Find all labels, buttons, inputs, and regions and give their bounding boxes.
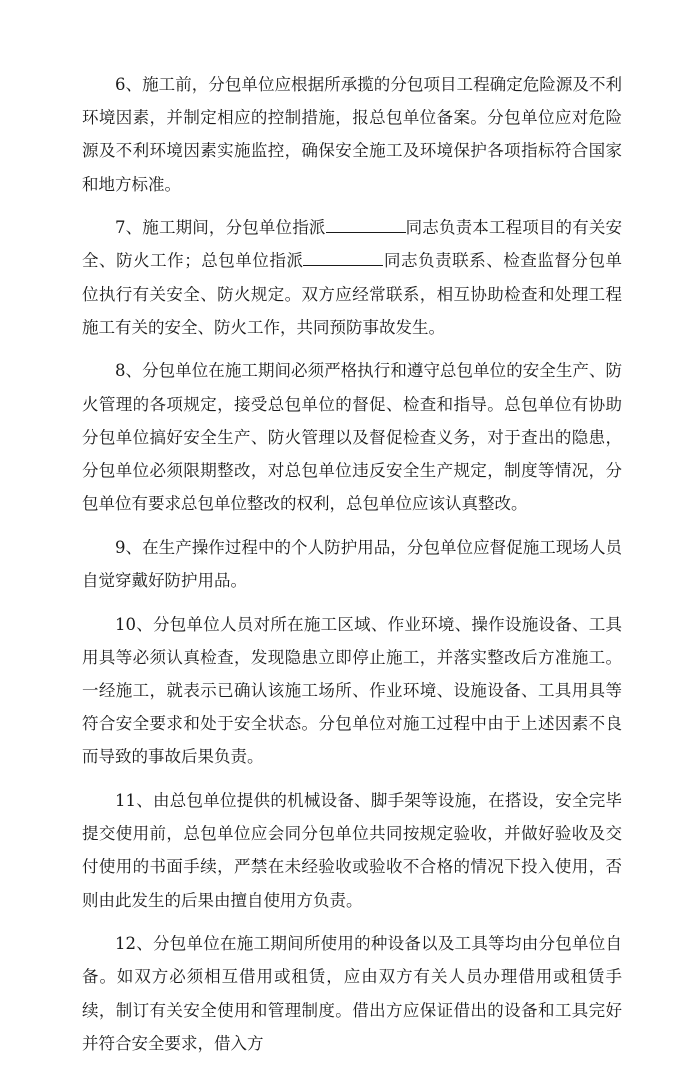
- paragraph-7-part-2: 同志负责本工程项目的有关安全、防火工作；总包单位指派: [82, 218, 623, 271]
- fill-in-blank-subcontractor: [326, 216, 406, 233]
- document-body: [82, 68, 622, 1070]
- fill-in-blank-general-contractor: [303, 249, 383, 266]
- paragraph-7-part-1: 7、施工期间，分包单位指派: [115, 218, 326, 238]
- paragraph-6: 6、施工前，分包单位应根据所承揽的分包项目工程确定危险源及不利环境因素，并制定相应的控制措施，报总包单位备案。分包单位应对危险源及不利环境因素实施监控，确保安全施工及环境保护各项指标符合国家和地方标准。: [82, 75, 622, 194]
- paragraph-9: 9、在生产操作过程中的个人防护用品，分包单位应督促施工现场人员自觉穿戴好防护用品。: [82, 537, 622, 591]
- paragraph-8: 8、分包单位在施工期间必须严格执行和遵守总包单位的安全生产、防火管理的各项规定，接受总包单位的督促、检查和指导。总包单位有协助分包单位搞好安全生产、防火管理以及督促检查义务，对于查出的隐患，分包单位必须限期整改，对总包单位违反安全生产规定，制度等情况，分包单位有要求总包单位整改的权利，总包单位应该认真整改。: [82, 361, 622, 514]
- paragraph-11: 11、由总包单位提供的机械设备、脚手架等设施，在搭设，安全完毕提交使用前，总包单位应会同分包单位共同按规定验收，并做好验收及交付使用的书面手续，严禁在未经验收或验收不合格的情况下投入使用，否则由此发生的后果由擅自使用方负责。: [82, 791, 622, 910]
- paragraph-7: [82, 211, 622, 344]
- paragraph-7-part-3: 同志负责联系、检查监督分包单位执行有关安全、防火规定。双方应经常联系，相互协助检查和处理工程施工有关的安全、防火工作，共同预防事故发生。: [82, 251, 623, 337]
- paragraph-12: 12、分包单位在施工期间所使用的种设备以及工具等均由分包单位自备。如双方必须相互借用或租赁，应由双方有关人员办理借用或租赁手续，制订有关安全使用和管理制度。借出方应保证借出的设备和工具完好并符合安全要求，借入方: [82, 934, 622, 1053]
- paragraph-10: 10、分包单位人员对所在施工区域、作业环境、操作设施设备、工具用具等必须认真检查，发现隐患立即停止施工，并落实整改后方准施工。一经施工，就表示已确认该施工场所、作业环境、设施设备、工具用具等符合安全要求和处于安全状态。分包单位对施工过程中由于上述因素不良而导致的事故后果负责。: [82, 614, 622, 767]
